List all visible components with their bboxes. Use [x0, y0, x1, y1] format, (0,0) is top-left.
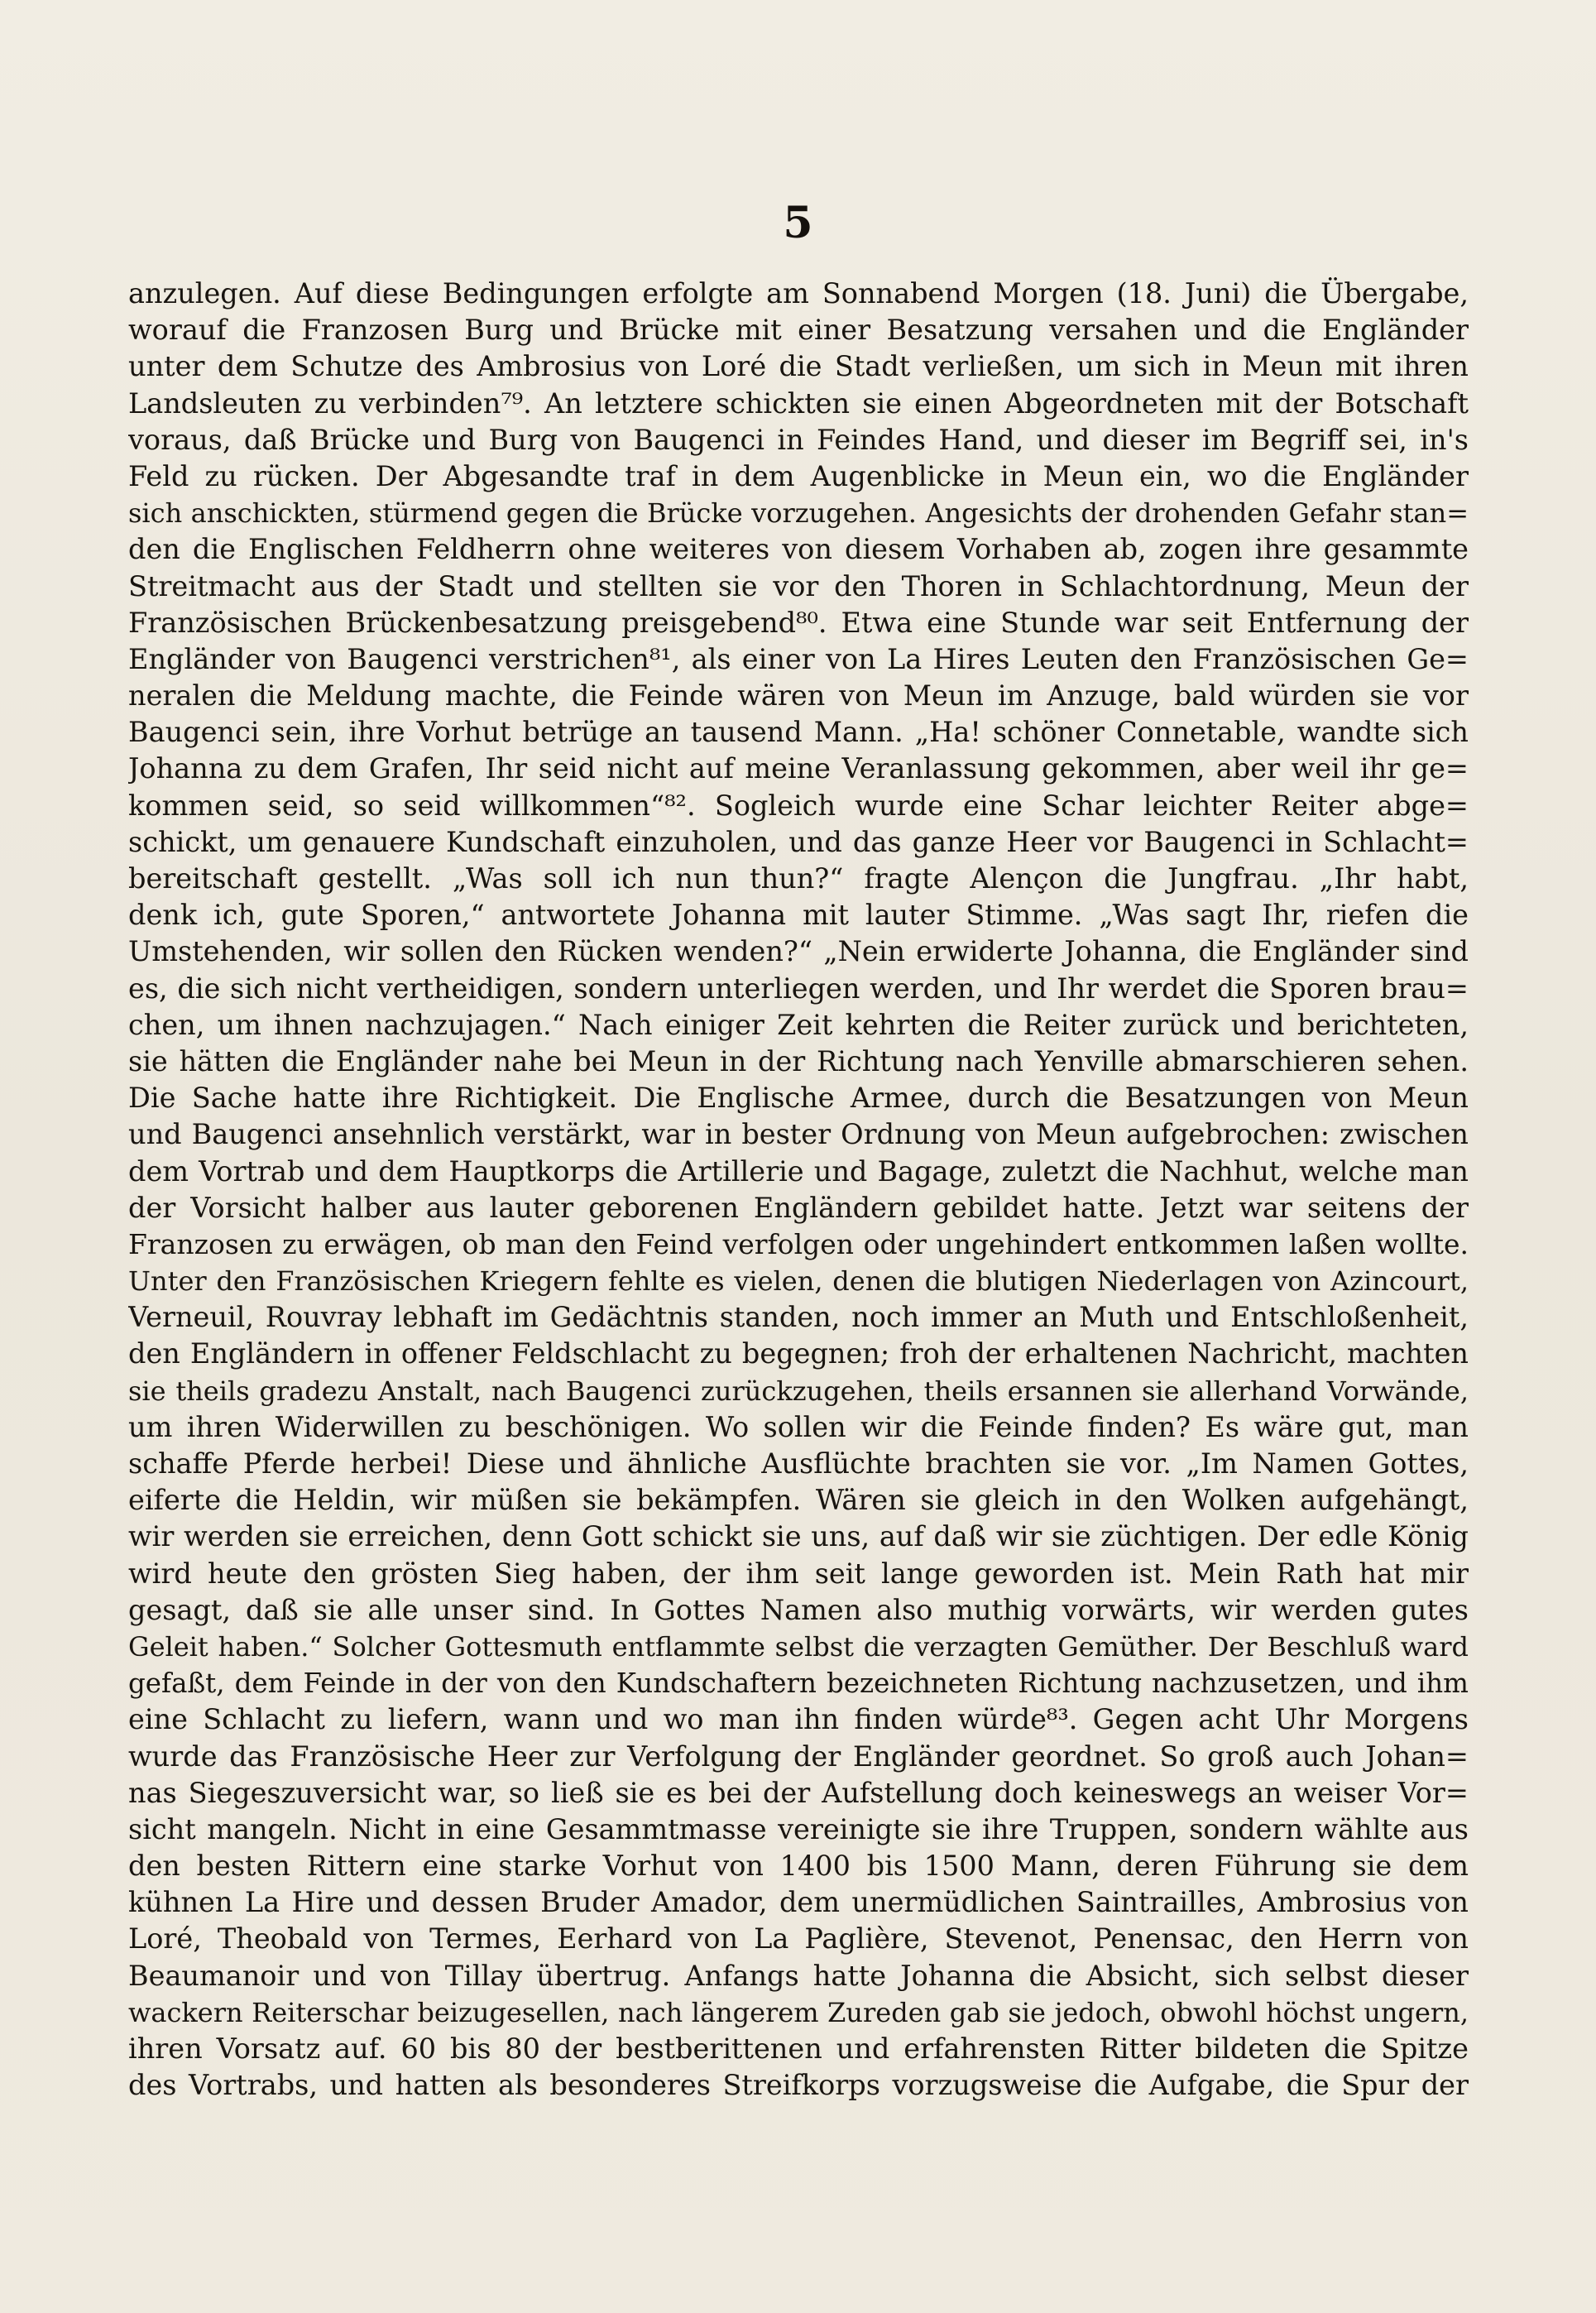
text-line: sicht mangeln. Nicht in eine Gesammtmasse vereinigte sie ihre Truppen, sondern wählte aus [128, 1812, 1469, 1845]
text-line: Johanna zu dem Grafen, Ihr seid nicht auf meine Veranlassung gekommen, aber weil ihr ge= [128, 752, 1469, 785]
text-line: Beaumanoir und von Tillay übertrug. Anfangs hatte Johanna die Absicht, sich selbst dieser [128, 1959, 1469, 1992]
text-line: ihren Vorsatz auf. 60 bis 80 der bestberittenen und erfahrensten Ritter bildeten die Spitze [128, 2032, 1469, 2065]
text-line: neralen die Meldung machte, die Feinde wären von Meun im Anzuge, bald würden sie vor [128, 679, 1469, 713]
text-line: dem Vortrab und dem Hauptkorps die Artillerie und Bagage, zuletzt die Nachhut, welche man [128, 1154, 1469, 1188]
text-line: chen, um ihnen nachzujagen.“ Nach einiger Zeit kehrten die Reiter zurück und berichteten, [128, 1008, 1469, 1041]
text-line: sie theils gradezu Anstalt, nach Baugenci zurückzugehen, theils ersannen sie allerhand Vorwände, [128, 1375, 1469, 1407]
text-line: sie hätten die Engländer nahe bei Meun in der Richtung nach Yenville abmarschieren sehen. [128, 1044, 1469, 1077]
text-line: Loré, Theobald von Termes, Eerhard von La Paglière, Stevenot, Penensac, den Herrn von [128, 1922, 1469, 1955]
text-line: eine Schlacht zu liefern, wann und wo man ihn finden würde⁸³. Gegen acht Uhr Morgens [128, 1703, 1469, 1736]
text-line: gefaßt, dem Feinde in der von den Kundschaftern bezeichneten Richtung nachzusetzen, und ihm [128, 1668, 1469, 1700]
text-line: Feld zu rücken. Der Abgesandte traf in dem Augenblicke in Meun ein, wo die Engländer [128, 459, 1469, 492]
text-line: den besten Rittern eine starke Vorhut von 1400 bis 1500 Mann, deren Führung sie dem [128, 1850, 1469, 1883]
text-line: gesagt, daß sie alle unser sind. In Gottes Namen also muthig vorwärts, wir werden gutes [128, 1593, 1469, 1626]
page-number: 5 [783, 198, 813, 248]
text-line: des Vortrabs, und hatten als besonderes Streifkorps vorzugsweise die Aufgabe, die Spur der [128, 2069, 1469, 2102]
text-line: eiferte die Heldin, wir müßen sie bekämpfen. Wären sie gleich in den Wolken aufgehängt, [128, 1484, 1469, 1517]
text-line: Streitmacht aus der Stadt und stellten sie vor den Thoren in Schlachtordnung, Meun der [128, 569, 1469, 602]
text-line: worauf die Franzosen Burg und Brücke mit einer Besatzung versahen und die Engländer [128, 314, 1469, 347]
text-line: anzulegen. Auf diese Bedingungen erfolgte am Sonnabend Morgen (18. Juni) die Übergabe, [128, 277, 1469, 310]
text-line: kommen seid, so seid willkommen“⁸². Sogleich wurde eine Schar leichter Reiter abge= [128, 789, 1469, 822]
text-line: Umstehenden, wir sollen den Rücken wenden?“ „Nein erwiderte Johanna, die Engländer sind [128, 935, 1469, 968]
text-line: Die Sache hatte ihre Richtigkeit. Die Englische Armee, durch die Besatzungen von Meun [128, 1082, 1469, 1115]
text-line: sich anschickten, stürmend gegen die Brücke vorzugehen. Angesichts der drohenden Gefahr stan= [128, 497, 1469, 530]
text-line: Verneuil, Rouvray lebhaft im Gedächtnis standen, noch immer an Muth und Entschloßenheit, [128, 1301, 1469, 1334]
text-line: nas Siegeszuversicht war, so ließ sie es bei der Aufstellung doch keineswegs an weiser Vor= [128, 1776, 1469, 1809]
body-text [128, 276, 1469, 2104]
text-line: Franzosen zu erwägen, ob man den Feind verfolgen oder ungehindert entkommen laßen wollte. [128, 1227, 1469, 1260]
text-line: wackern Reiterschar beizugesellen, nach längerem Zureden gab sie jedoch, obwohl höchst ungern, [128, 1996, 1469, 2028]
text-line: Geleit haben.“ Solcher Gottesmuth entflammte selbst die verzagten Gemüther. Der Beschluß ward [128, 1630, 1469, 1663]
text-line: schaffe Pferde herbei! Diese und ähnliche Ausflüchte brachten sie vor. „Im Namen Gottes, [128, 1447, 1469, 1480]
text-line: den die Englischen Feldherrn ohne weiteres von diesem Vorhaben ab, zogen ihre gesammte [128, 533, 1469, 566]
text-line: wurde das Französische Heer zur Verfolgung der Engländer geordnet. So groß auch Johan= [128, 1740, 1469, 1773]
text-line: wir werden sie erreichen, denn Gott schickt sie uns, auf daß wir sie züchtigen. Der edle König [128, 1520, 1469, 1553]
text-line: wird heute den grösten Sieg haben, der ihm seit lange geworden ist. Mein Rath hat mir [128, 1557, 1469, 1590]
text-line: Landsleuten zu verbinden⁷⁹. An letztere schickten sie einen Abgeordneten mit der Botschaft [128, 386, 1469, 420]
text-line: der Vorsicht halber aus lauter geborenen Engländern gebildet hatte. Jetzt war seitens der [128, 1191, 1469, 1224]
text-line: und Baugenci ansehnlich verstärkt, war in bester Ordnung von Meun aufgebrochen: zwischen [128, 1118, 1469, 1151]
text-line: den Engländern in offener Feldschlacht zu begegnen; froh der erhaltenen Nachricht, machten [128, 1337, 1469, 1370]
text-line: Unter den Französischen Kriegern fehlte es vielen, denen die blutigen Niederlagen von Azincourt, [128, 1265, 1469, 1298]
text-line: Engländer von Baugenci verstrichen⁸¹, als einer von La Hires Leuten den Französischen Ge= [128, 642, 1469, 675]
text-line: Französischen Brückenbesatzung preisgebend⁸⁰. Etwa eine Stunde war seit Entfernung der [128, 606, 1469, 639]
text-line: voraus, daß Brücke und Burg von Baugenci in Feindes Hand, und dieser im Begriff sei, in's [128, 423, 1469, 456]
text-line: denk ich, gute Sporen,“ antwortete Johanna mit lauter Stimme. „Was sagt Ihr, riefen die [128, 899, 1469, 932]
text-line: kühnen La Hire und dessen Bruder Amador, dem unermüdlichen Saintrailles, Ambrosius von [128, 1886, 1469, 1919]
text-line: schickt, um genauere Kundschaft einzuholen, und das ganze Heer vor Baugenci in Schlacht= [128, 825, 1469, 858]
text-line: um ihren Widerwillen zu beschönigen. Wo sollen wir die Feinde finden? Es wäre gut, man [128, 1410, 1469, 1443]
text-line: es, die sich nicht vertheidigen, sondern unterliegen werden, und Ihr werdet die Sporen brau= [128, 972, 1469, 1005]
text-line: Baugenci sein, ihre Vorhut betrüge an tausend Mann. „Ha! schöner Connetable, wandte sich [128, 716, 1469, 749]
text-line: bereitschaft gestellt. „Was soll ich nun thun?“ fragte Alençon die Jungfrau. „Ihr habt, [128, 862, 1469, 895]
text-line: unter dem Schutze des Ambrosius von Loré die Stadt verließen, um sich in Meun mit ihren [128, 350, 1469, 383]
